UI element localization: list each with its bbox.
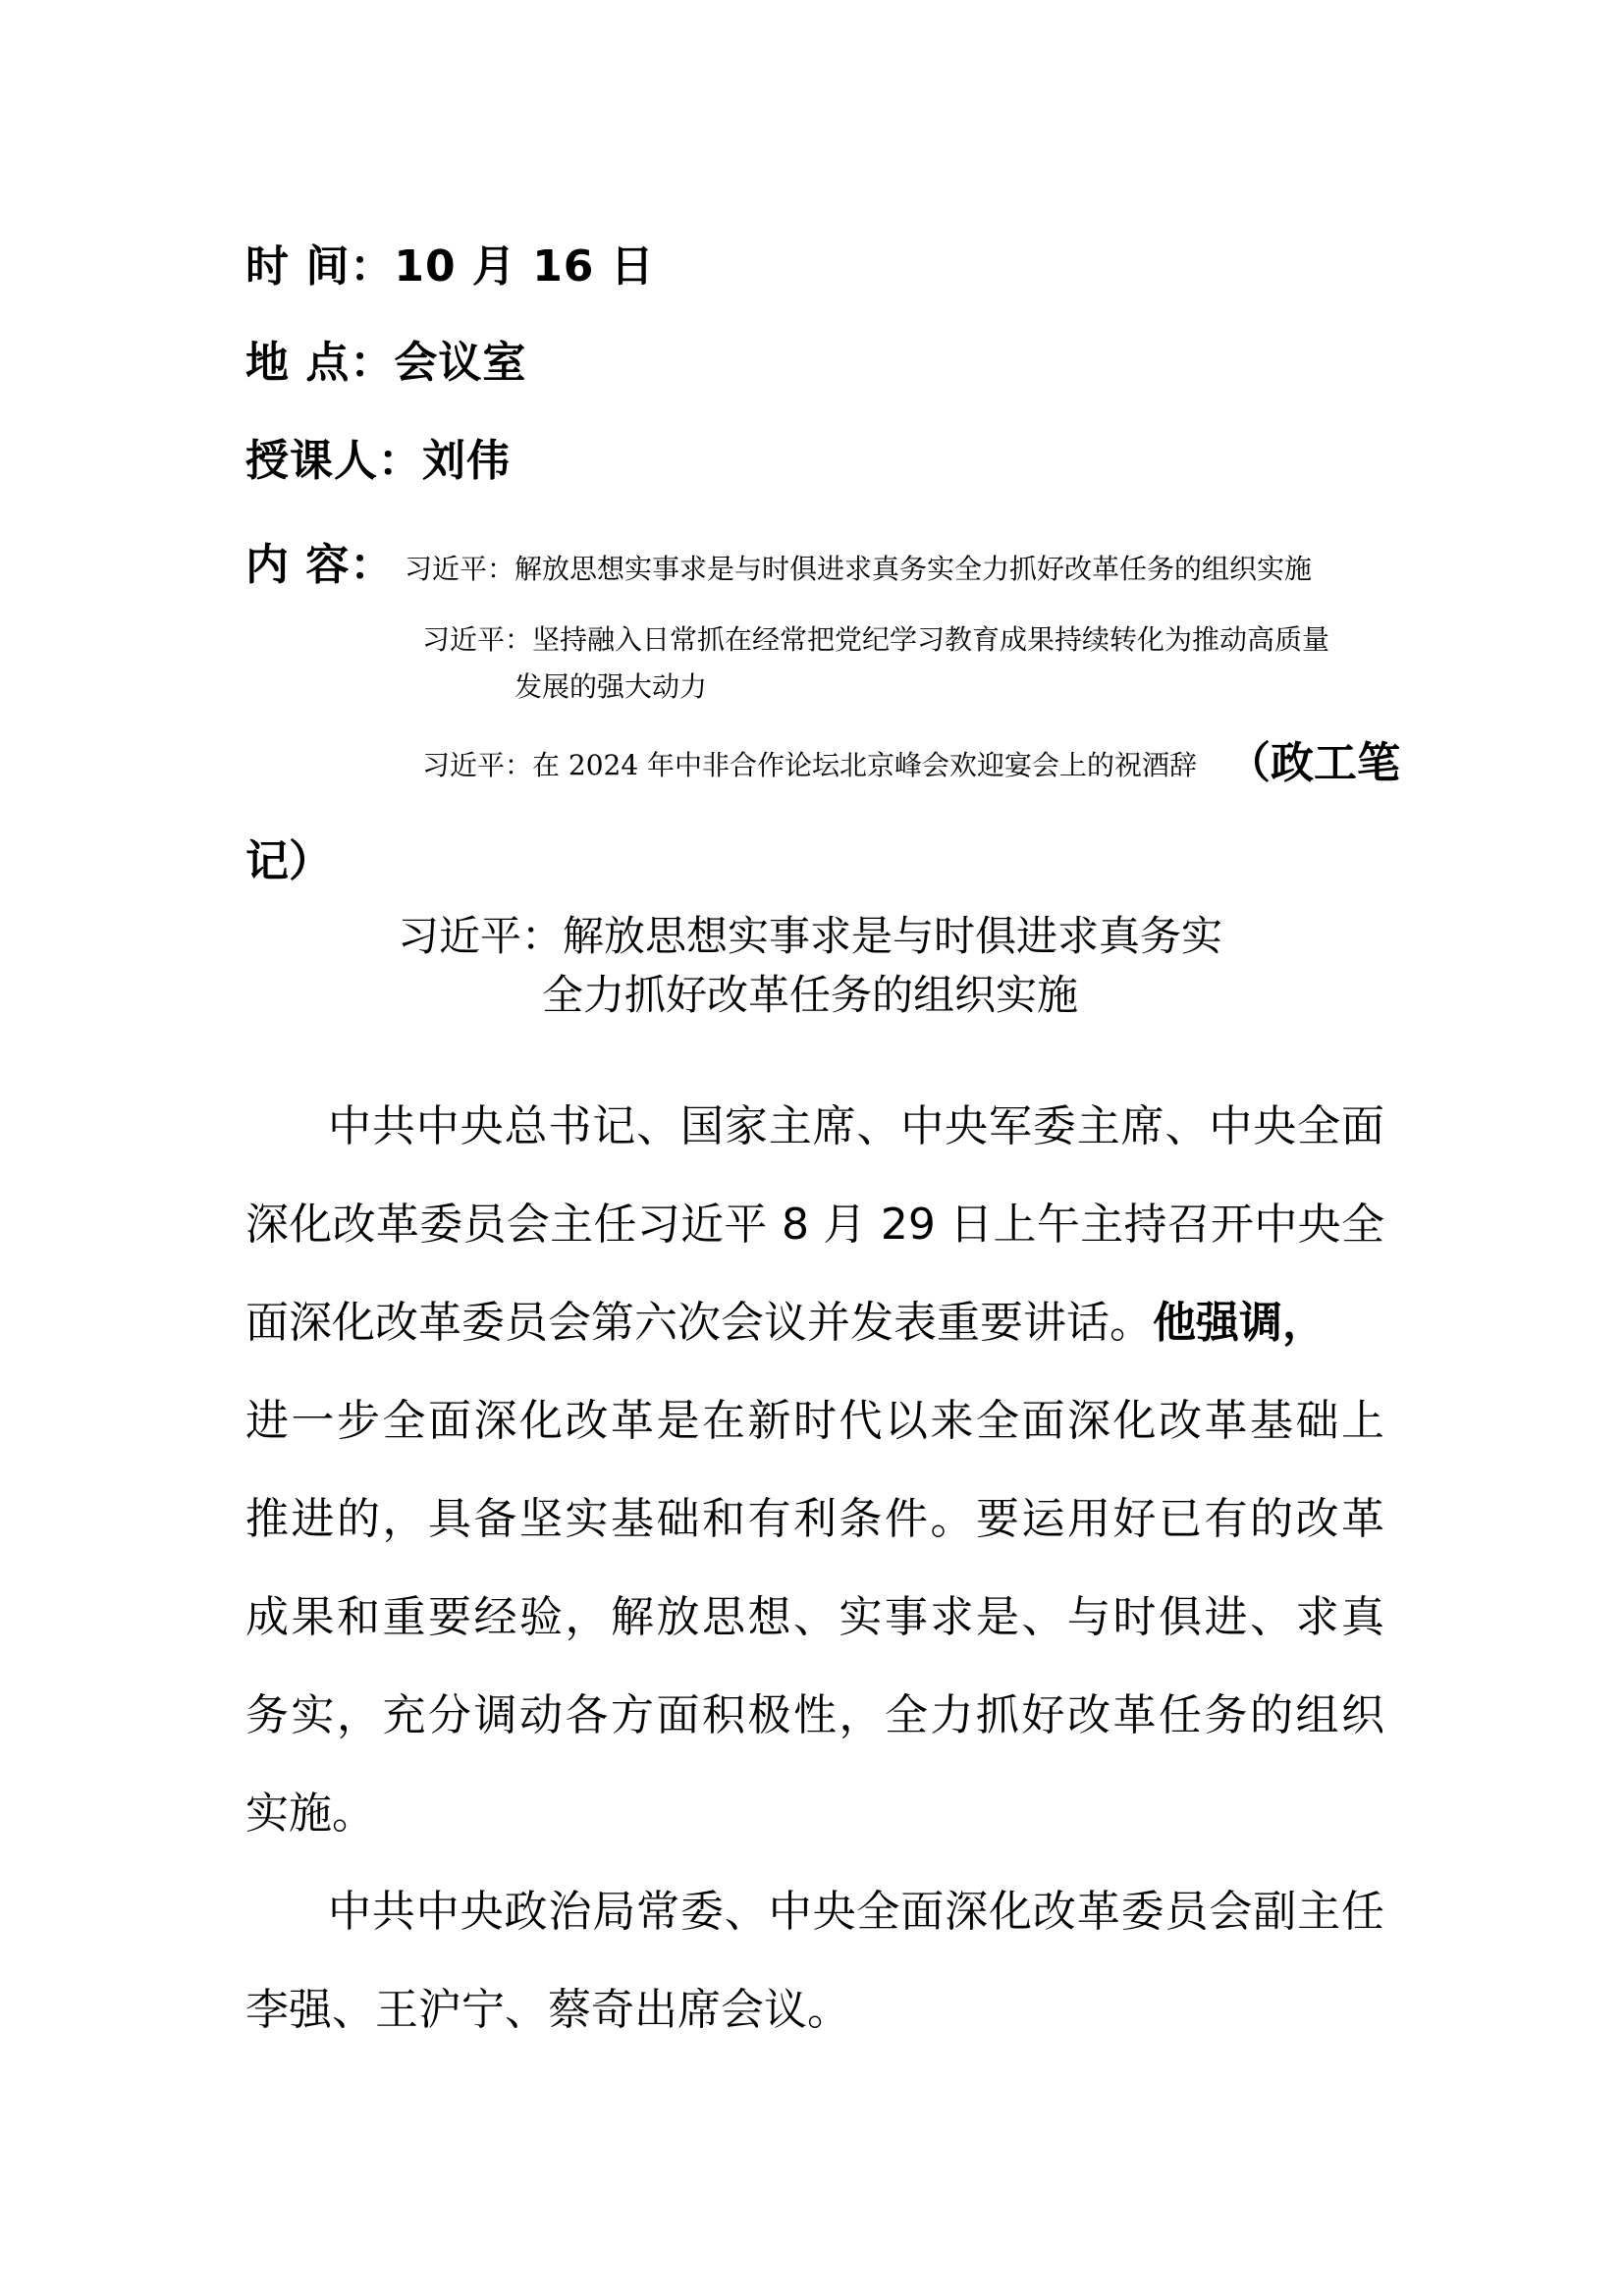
article-title-line2: 全力抓好改革任务的组织实施 [541,971,1078,1019]
paragraph1-line: 实施。 [245,1789,375,1839]
meta-time [245,240,655,294]
place-label: 地 点： [245,338,395,388]
meta-content [245,538,394,593]
paragraph1-text: 面深化改革委员会第六次会议并发表重要讲话。 [245,1298,1153,1348]
place-value: 会议室 [394,338,527,388]
paragraph1-line: 务实，充分调动各方面积极性，全力抓好改革任务的组织 [245,1690,1384,1740]
paragraph1-emphasis: 他强调， [1153,1298,1326,1348]
content-item-3: 习近平：在 2024 年中非合作论坛北京峰会欢迎宴会上的祝酒辞 [422,749,1198,781]
meta-lecturer [245,434,511,489]
time-value: 10 月 16 日 [394,241,655,292]
paragraph1-line: 成果和重要经验，解放思想、实事求是、与时俱进、求真 [245,1592,1384,1642]
content-item-2-cont: 发展的强大动力 [514,670,708,703]
paragraph1-line: 推进的，具备坚实基础和有利条件。要运用好已有的改革 [245,1494,1384,1544]
paragraph1-line: 深化改革委员会主任习近平 8 月 29 日上午主持召开中央全 [245,1200,1384,1250]
source-tag-cont: 记） [245,836,332,886]
lecturer-label: 授课人： [245,436,422,486]
source-tag: （政工笔 [1227,738,1400,788]
article-title-line1: 习近平：解放思想实事求是与时俱进求真务实 [397,912,1222,960]
paragraph2-line: 李强、王沪宁、蔡奇出席会议。 [245,1985,850,2035]
time-label: 时 间： [245,241,395,292]
paragraph1-line: 中共中央总书记、国家主席、中央军委主席、中央全面 [328,1101,1384,1151]
content-item-2: 习近平：坚持融入日常抓在经常把党纪学习教育成果持续转化为推动高质量 [422,623,1330,656]
lecturer-value: 刘伟 [422,436,511,486]
paragraph1-line: 进一步全面深化改革是在新时代以来全面深化改革基础上 [245,1396,1384,1446]
content-label: 内 容： [245,540,395,590]
paragraph1-line [245,1296,1384,1351]
content-item-1: 习近平：解放思想实事求是与时俱进求真务实全力抓好改革任务的组织实施 [405,553,1313,585]
paragraph2-line: 中共中央政治局常委、中央全面深化改革委员会副主任 [328,1887,1384,1937]
meta-place [245,336,526,391]
